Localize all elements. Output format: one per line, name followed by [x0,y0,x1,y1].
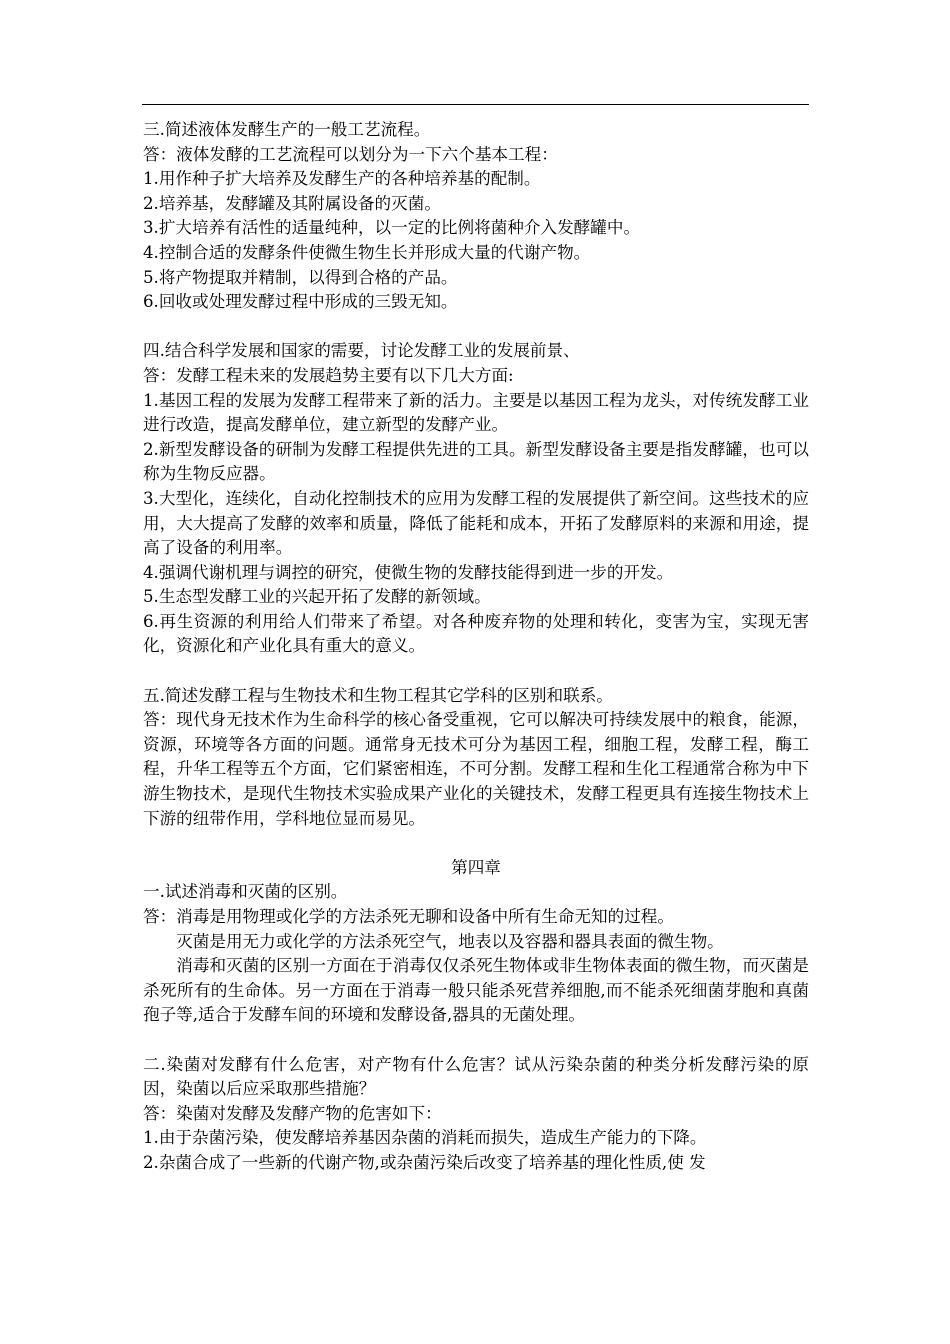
section-4-item: 3.大型化，连续化，自动化控制技术的应用为发酵工程的发展提供了新空间。这些技术的应用，大大提高了发酵的效率和质量，降低了能耗和成本，开拓了发酵原料的来源和用途，提高了设备的利用率。 [143,488,809,558]
chapter-4-q2-title: 二.染菌对发酵有什么危害，对产物有什么危害？试从污染杂菌的种类分析发酵污染的原因，染菌以后应采取那些措施？ [143,1054,809,1099]
section-4-item: 4.强调代谢机理与调控的研究，使微生物的发酵技能得到进一步的开发。 [143,562,674,582]
document-body [143,118,809,1176]
chapter-4-q1-title: 一.试述消毒和灭菌的区别。 [143,882,348,902]
section-3-item: 6.回收或处理发酵过程中形成的三毁无知。 [143,292,458,312]
section-3-item: 5.将产物提取并精制，以得到合格的产品。 [143,267,458,287]
chapter-4-q1-answer: 灭菌是用无力或化学的方法杀死空气，地表以及容器和器具表面的微生物。 [176,931,724,951]
section-3-answer: 答：液体发酵的工艺流程可以划分为一下六个基本工程： [143,144,558,164]
section-3-item: 2.培养基，发酵罐及其附属设备的灭菌。 [143,193,441,213]
section-5-title: 五.简述发酵工程与生物技术和生物工程其它学科的区别和联系。 [143,685,613,705]
spacer [143,315,809,340]
spacer [143,659,809,684]
chapter-4-q2-answer: 答：染菌对发酵及发酵产物的危害如下： [143,1103,442,1123]
section-4-answer: 答：发酵工程未来的发展趋势主要有以下几大方面: [143,365,514,385]
chapter-4-q2-item: 1.由于杂菌污染，使发酵培养基因杂菌的消耗而损失，造成生产能力的下降。 [143,1128,707,1148]
section-5-answer: 答：现代身无技术作为生命科学的核心备受重视，它可以解决可持续发展中的粮食，能源，资源，环境等各方面的问题。通常身无技术可分为基因工程，细胞工程，发酵工程，酶工程，升华工程等五个方面，它们紧密相连，不可分割。发酵工程和生化工程通常合称为中下游生物技术，是现代生物技术实验成果产业化的关键技术，发酵工程更具有连接生物技术上下游的纽带作用，学科地位显而易见。 [143,710,809,828]
chapter-heading: 第四章 [451,857,501,877]
chapter-4-q2-item: 2.杂菌合成了一些新的代谢产物,或杂菌污染后改变了培养基的理化性质,使 发 [143,1152,706,1172]
chapter-4-q1-answer: 答：消毒是用物理或化学的方法杀死无聊和设备中所有生命无知的过程。 [143,907,674,926]
chapter-4-q1-answer: 消毒和灭菌的区别一方面在于消毒仅仅杀死生物体或非生物体表面的微生物，而灭菌是杀死所有的生命体。另一方面在于消毒一般只能杀死营养细胞,而不能杀死细菌芽胞和真菌孢子等,适合于发酵车间的环境和发酵设备,器具的无菌处理。 [143,956,809,1025]
section-4-title: 四.结合科学发展和国家的需要，讨论发酵工业的发展前景、 [143,341,580,361]
section-4-item: 1.基因工程的发展为发酵工程带来了新的活力。主要是以基因工程为龙头，对传统发酵工业进行改造，提高发酵单位，建立新型的发酵产业。 [143,390,809,435]
section-3-item: 4.控制合适的发酵条件使微生物生长并形成大量的代谢产物。 [143,242,591,262]
spacer [143,831,809,856]
section-3-title: 三.简述液体发酵生产的一般工艺流程。 [143,120,431,139]
header-rule [142,104,809,105]
spacer [143,1028,809,1053]
section-4-item: 2.新型发酵设备的研制为发酵工程提供先进的工具。新型发酵设备主要是指发酵罐，也可以称为生物反应器。 [143,439,809,484]
section-3-item: 3.扩大培养有活性的适量纯种，以一定的比例将菌种介入发酵罐中。 [143,218,641,238]
section-3-item: 1.用作种子扩大培养及发酵生产的各种培养基的配制。 [143,169,541,189]
section-4-item: 5.生态型发酵工业的兴起开拓了发酵的新领域。 [143,587,491,607]
section-4-item: 6.再生资源的利用给人们带来了希望。对各种废弃物的处理和转化，变害为宝，实现无害化，资源化和产业化具有重大的意义。 [143,611,809,656]
